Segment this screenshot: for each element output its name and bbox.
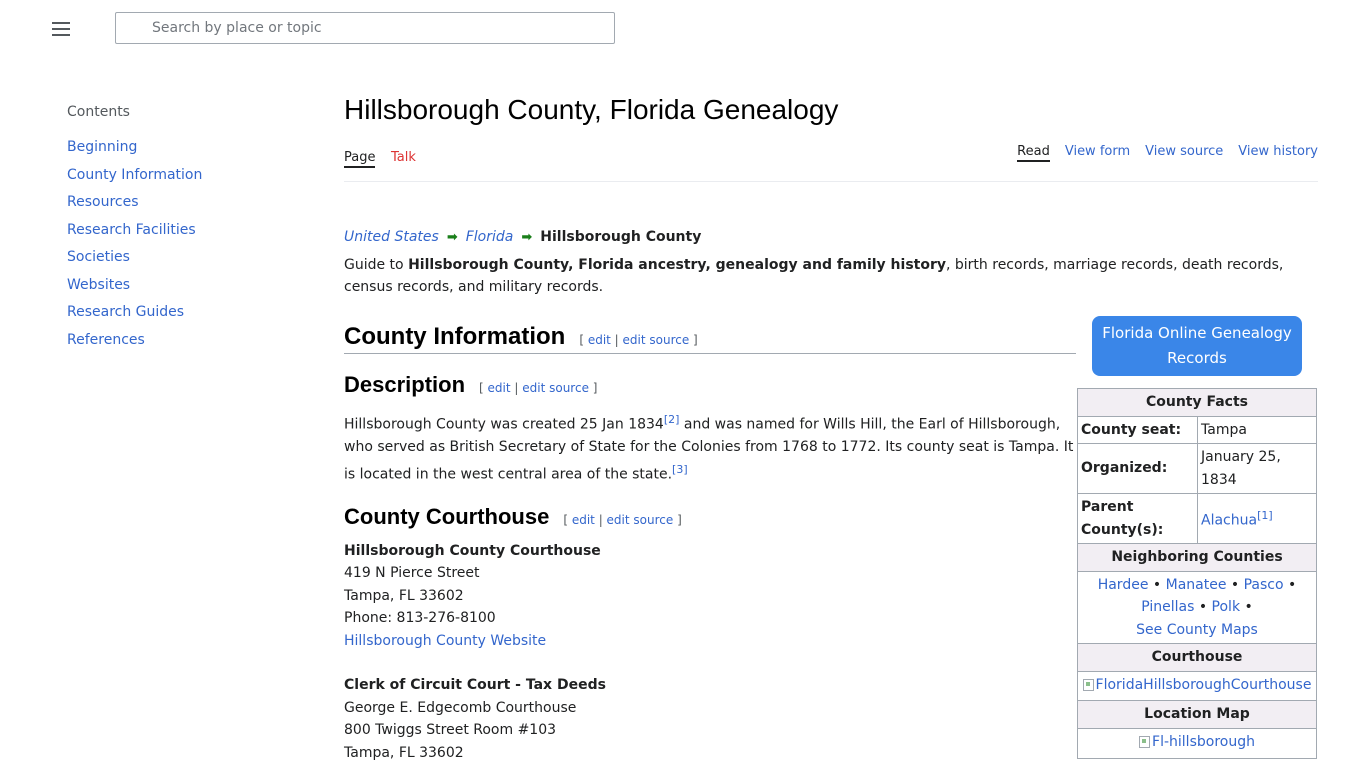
edit-source-link[interactable]: edit source [622,333,690,347]
edit-section-links: [ edit | edit source ] [579,333,698,347]
edit-link[interactable]: edit [587,333,611,347]
neighboring-counties-list: Hardee • Manatee • Pasco • Pinellas • Polk • See County Maps [1078,571,1317,644]
search-input[interactable] [152,20,592,36]
tab-read[interactable]: Read [1017,144,1050,162]
courthouse-header: Courthouse [1078,644,1317,672]
table-of-contents [67,104,307,357]
toc-item-references[interactable]: References [67,331,145,348]
breadcrumb [344,229,1318,245]
tab-page[interactable]: Page [344,150,375,168]
toc-item-research-facilities[interactable]: Research Facilities [67,221,196,238]
courthouse-phone: Phone: 813-276-8100 [344,610,496,627]
breadcrumb-florida[interactable]: Florida [465,229,514,245]
courthouse-address [344,540,1076,653]
hamburger-menu-icon[interactable] [50,18,72,40]
clerk-address [344,674,1076,764]
edit-section-links: [ edit | edit source ] [479,381,598,395]
edit-link[interactable]: edit [571,512,595,527]
arrow-right-icon: ➡ [521,229,533,245]
courthouse-image[interactable]: FloridaHillsboroughCourthouse [1083,674,1312,697]
neighbor-link-pinellas[interactable]: Pinellas [1141,599,1195,615]
toc-item-beginning[interactable]: Beginning [67,139,138,155]
toc-item-websites[interactable]: Websites [67,276,131,293]
intro-bold: Hillsborough County, Florida ancestry, genealogy and family history [408,257,946,273]
intro-suffix: , birth records, marriage records, death records, census records, and military records. [344,257,1284,295]
county-seat-label: County seat: [1078,416,1198,444]
broken-image-icon [1083,679,1094,691]
neighbor-link-hardee[interactable]: Hardee [1097,576,1149,593]
edit-source-link[interactable]: edit source [522,381,589,395]
heading-description [344,372,1076,398]
location-map-cell [1078,728,1317,758]
clerk-city: Tampa, FL 33602 [344,744,464,761]
county-facts-header: County Facts [1078,389,1317,417]
toc-item-county-information[interactable]: County Information [67,166,203,183]
heading-county-information [344,323,1076,354]
alachua-link[interactable]: Alachua [1201,512,1258,529]
page-tabs [344,142,1318,182]
neighbor-link-pasco[interactable]: Pasco [1243,576,1284,593]
heading-text: County Courthouse [344,503,550,529]
tab-view-history[interactable]: View history [1238,144,1318,159]
courthouse-image-cell [1078,671,1317,701]
location-map-header: Location Map [1078,701,1317,729]
toc-item-resources[interactable]: Resources [67,194,139,210]
edit-link[interactable]: edit [487,381,511,395]
edit-section-links: [ edit | edit source ] [563,512,682,527]
heading-text: Description [344,372,466,397]
search-box[interactable] [115,12,615,44]
courthouse-street: 419 N Pierce Street [344,565,480,582]
reference-link[interactable]: [3] [672,462,688,476]
view-tabs [1017,144,1318,162]
tab-talk[interactable]: Talk [391,150,416,165]
organized-value: January 25, 1834 [1198,444,1317,494]
neighbor-link-manatee[interactable]: Manatee [1165,576,1227,593]
heading-text: County Information [344,323,566,350]
clerk-building: George E. Edgecomb Courthouse [344,699,577,716]
toc-title: Contents [67,104,130,120]
arrow-right-icon: ➡ [446,229,458,245]
breadcrumb-current: Hillsborough County [540,229,702,245]
tab-view-source[interactable]: View source [1145,144,1224,159]
county-facts-infobox [1077,388,1317,759]
breadcrumb-united-states[interactable]: United States [344,229,439,245]
reference-link[interactable]: [2] [663,413,680,426]
description-paragraph: Hillsborough County was created 25 Jan 1834[2] and was named for Wills Hill, the Earl of Hillsborough, who served as British Secretary of State for the Colonies from 1768 to 1772. Its county seat is Tampa. It is located in the west central area of the state.[3] [344,413,1074,483]
parent-county-value [1198,494,1317,544]
neighboring-counties-header: Neighboring Counties [1078,544,1317,572]
clerk-title: Clerk of Circuit Court - Tax Deeds [344,677,606,694]
page-title: Hillsborough County, Florida Genealogy [344,94,839,125]
intro-prefix: Guide to [344,257,409,273]
courthouse-city: Tampa, FL 33602 [344,587,464,604]
organized-label: Organized: [1078,444,1198,494]
heading-county-courthouse [344,504,1076,530]
edit-source-link[interactable]: edit source [606,512,674,527]
tab-view-form[interactable]: View form [1064,144,1131,159]
content-column [344,323,1076,764]
parent-county-label: Parent County(s): [1078,494,1198,544]
county-seat-value: Tampa [1198,416,1317,444]
toc-item-research-guides[interactable]: Research Guides [67,304,185,320]
broken-image-icon [1139,736,1150,748]
toc-item-societies[interactable]: Societies [67,249,130,265]
location-map-image[interactable]: Fl-hillsborough [1139,731,1255,754]
florida-online-records-button[interactable]: Florida Online Genealogy Records [1092,316,1302,376]
clerk-street: 800 Twiggs Street Room #103 [344,722,557,739]
reference-link[interactable]: [1] [1257,508,1273,522]
county-maps-link[interactable]: See County Maps [1136,621,1258,638]
neighbor-link-polk[interactable]: Polk [1211,599,1241,615]
intro-paragraph [344,254,1304,298]
county-website-link[interactable]: Hillsborough County Website [344,632,547,649]
courthouse-name: Hillsborough County Courthouse [344,542,601,559]
search-icon [128,21,142,35]
